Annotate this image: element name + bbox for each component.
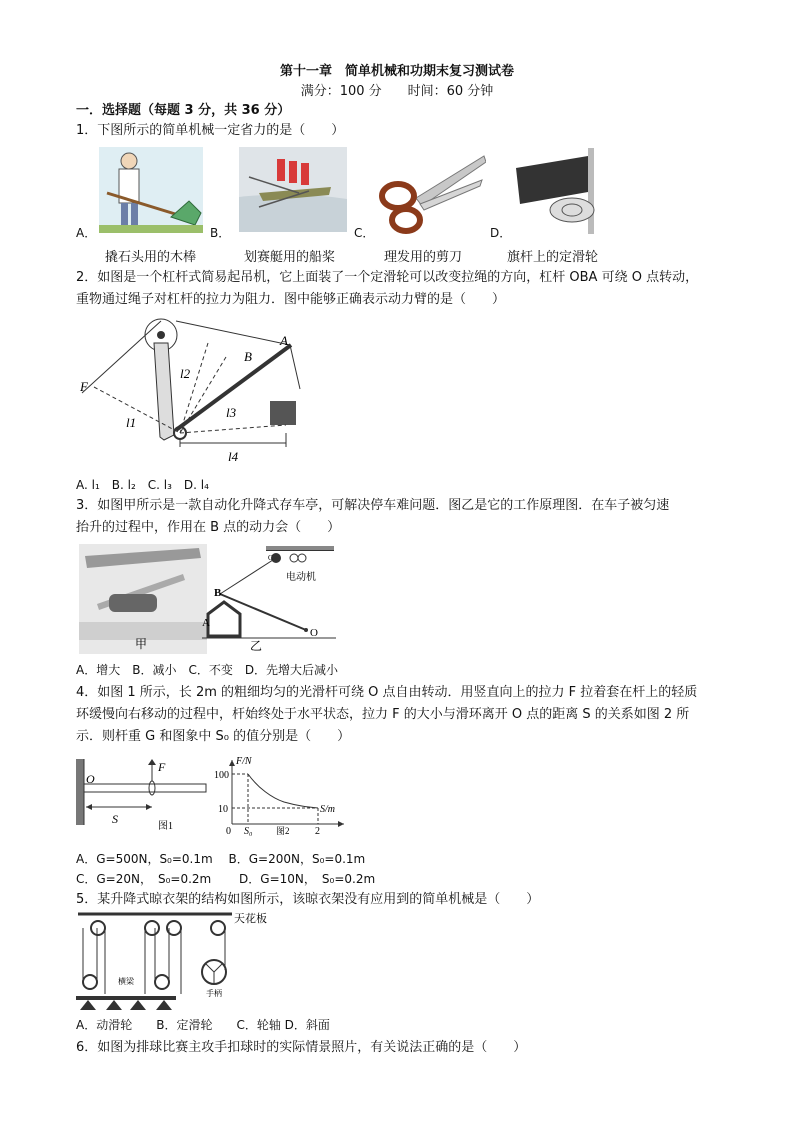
q3-label-O: O	[310, 627, 318, 639]
q3-label-jia: 甲	[135, 637, 148, 651]
q1-image-scissors	[376, 150, 486, 235]
q1-caption-d: 旗杆上的定滑轮	[507, 250, 599, 265]
q4-figure-1-rod	[76, 757, 210, 833]
q2-label-l2: l2	[180, 366, 191, 381]
q5-stem: 5．某升降式晾衣架的结构如图所示，该晾衣架没有应用到的简单机械是（ ）	[76, 892, 540, 907]
q4-fig1-label-F: F	[158, 760, 166, 774]
q2-label-B: B	[244, 349, 252, 364]
q1-image-lever-stone	[99, 147, 203, 233]
page-subtitle: 满分：100 分 时间：60 分钟	[300, 84, 494, 99]
q5-label-crank: 手柄	[206, 989, 222, 998]
q3-label-motor: 电动机	[286, 572, 316, 583]
q3-label-A: A	[202, 617, 210, 629]
q3-figure-yi-diagram	[202, 546, 336, 654]
q2-label-A: A	[280, 333, 288, 348]
q1-image-rowing	[239, 147, 347, 232]
q1-caption-a: 撬石头用的木棒	[105, 250, 197, 265]
q3-stem-line1: 3．如图甲所示是一款自动化升降式存车亭，可解决停车难问题．图乙是它的工作原理图．在车子被匀速	[76, 498, 670, 513]
q1-option-a-letter: A．	[76, 226, 97, 240]
q4-fig1-label-O: O	[86, 772, 95, 786]
q3-options: A．增大 B．减小 C．不变 D．先增大后减小	[76, 663, 339, 677]
q3-figure-jia-photo	[79, 544, 207, 654]
q4-options-line1: A．G=500N，S₀=0.1m B．G=200N，S₀=0.1m	[76, 852, 366, 866]
q4-options-line2: C．G=20N， S₀=0.2m D．G=10N， S₀=0.2m	[76, 872, 376, 886]
q5-label-ceiling: 天花板	[234, 913, 267, 925]
q4-stem-line3: 示．则杆重 G 和图象中 S₀ 的值分别是（ ）	[76, 729, 351, 744]
q4-fig2-xlabel: S/m	[320, 804, 335, 815]
q1-option-d-letter: D．	[490, 226, 512, 240]
section-heading: 一．选择题（每题 3 分，共 36 分）	[76, 103, 291, 118]
q2-label-F: F	[80, 379, 88, 394]
q4-fig2-tick-s0: S₀	[244, 826, 253, 836]
q6-stem: 6．如图为排球比赛主攻手扣球时的实际情景照片，有关说法正确的是（ ）	[76, 1040, 527, 1055]
q2-label-l1: l1	[126, 415, 137, 430]
q5-label-beam: 横梁	[118, 977, 134, 986]
q1-caption-c: 理发用的剪刀	[384, 250, 463, 265]
q1-image-flag-pulley	[514, 148, 600, 234]
q2-stem-line2: 重物通过绳子对杠杆的拉力为阻力．图中能够正确表示动力臂的是（ ）	[76, 292, 506, 307]
q3-stem-line2: 抬升的过程中，作用在 B 点的动力会（ ）	[76, 520, 341, 535]
q4-stem-line2: 环缓慢向右移动的过程中，杆始终处于水平状态，拉力 F 的大小与滑环离开 O 点的距离 S 的关系如图 2 所	[76, 707, 690, 722]
q1-caption-b: 划赛艇用的船桨	[244, 250, 336, 265]
q4-fig1-label-S: S	[112, 812, 118, 826]
q1-option-b-letter: B．	[210, 226, 231, 240]
q3-label-C: C	[268, 554, 273, 562]
q3-label-B: B	[214, 587, 222, 599]
q2-label-l4: l4	[228, 449, 239, 464]
q1-stem: 1．下图所示的简单机械一定省力的是（ ）	[76, 123, 345, 138]
q4-fig2-tick-100: 100	[214, 770, 229, 781]
q1-option-c-letter: C．	[354, 226, 375, 240]
q4-fig2-ylabel: F/N	[236, 756, 252, 767]
q4-stem-line1: 4．如图 1 所示，长 2m 的粗细均匀的光滑杆可绕 O 点自由转动．用竖直向上的拉力 F 拉着套在杆上的轻质	[76, 685, 698, 700]
q4-figure-2-graph	[214, 754, 348, 836]
q2-label-l3: l3	[226, 405, 237, 420]
q2-figure-crane-lever	[76, 315, 301, 470]
q3-label-yi: 乙	[250, 639, 263, 653]
q2-stem-line1: 2．如图是一个杠杆式简易起吊机，它上面装了一个定滑轮可以改变拉绳的方向，杠杆 OBA 可绕 O 点转动，	[76, 270, 699, 285]
q4-fig2-tick-10: 10	[218, 804, 228, 815]
q5-figure-clothes-rack	[76, 910, 276, 1014]
q2-options: A. l₁ B. l₂ C. l₃ D. l₄	[76, 478, 209, 492]
q4-fig2-tick-2: 2	[315, 826, 320, 836]
page-title: 第十一章 简单机械和功期末复习测试卷	[279, 64, 514, 79]
q5-options: A．动滑轮 B．定滑轮 C．轮轴 D．斜面	[76, 1018, 330, 1032]
q4-fig2-tick-0: 0	[226, 826, 231, 836]
q4-fig1-caption: 图1	[158, 821, 173, 832]
q4-fig2-caption: 图2	[276, 826, 290, 836]
